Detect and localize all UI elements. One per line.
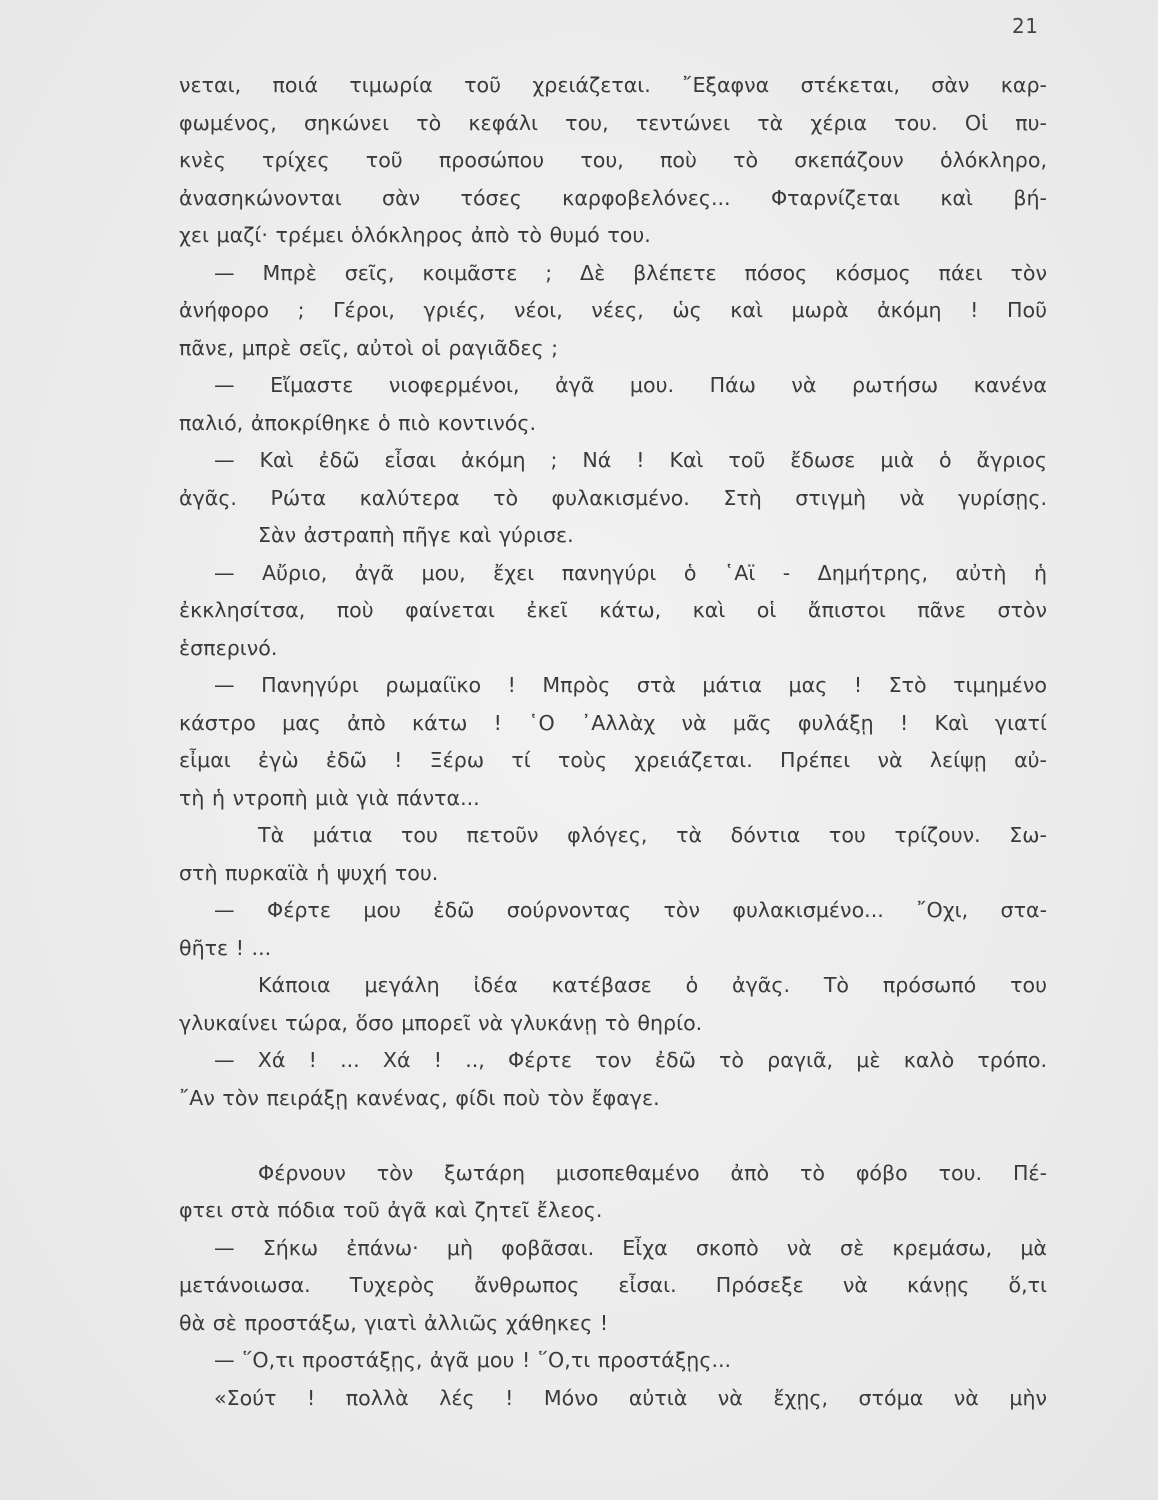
text-line: χει μαζί· τρέμει ὁλόκληρος ἀπὸ τὸ θυμό του. bbox=[179, 223, 651, 247]
text-line: ἑσπερινό. bbox=[179, 635, 278, 660]
text-line: — ῞Ο,τι προστάξῃς, ἀγᾶ μου ! ῞Ο,τι προστάξῃς... bbox=[214, 1348, 732, 1372]
page-number: 21 bbox=[1012, 14, 1039, 38]
text-line: γλυκαίνει τώρα, ὅσο μπορεῖ νὰ γλυκάνῃ τὸ θηρίο. bbox=[179, 1010, 703, 1035]
text-line: ἀνασηκώνονται σὰν τόσες καρφοβελόνες... Φταρνίζεται καὶ βή- bbox=[179, 185, 1047, 210]
text-line: κνὲς τρίχες τοῦ προσώπου του, ποὺ τὸ σκεπάζουν ὁλόκληρο, bbox=[179, 148, 1047, 172]
text-line: νεται, ποιά τιμωρία τοῦ χρειάζεται. ῎Εξαφνα στέκεται, σὰν καρ- bbox=[179, 73, 1047, 97]
text-line: ἀνήφορο ; Γέροι, γριές, νέοι, νέες, ὡς καὶ μωρὰ ἀκόμη ! Ποῦ bbox=[179, 298, 1047, 322]
text-line: φωμένος, σηκώνει τὸ κεφάλι του, τεντώνει τὰ χέρια του. Οἱ πυ- bbox=[179, 110, 1047, 135]
text-line: παλιό, ἀποκρίθηκε ὁ πιὸ κοντινός. bbox=[179, 410, 537, 435]
text-line: — Καὶ ἐδῶ εἶσαι ἀκόμη ; Νά ! Καὶ τοῦ ἔδωσε μιὰ ὁ ἄγριος bbox=[214, 448, 1047, 472]
body-text bbox=[179, 67, 1047, 1417]
text-line: τὴ ἡ ντροπὴ μιὰ γιὰ πάντα... bbox=[179, 785, 480, 810]
text-line: μετάνοιωσα. Τυχερὸς ἄνθρωπος εἶσαι. Πρόσεξε νὰ κάνῃς ὅ,τι bbox=[179, 1273, 1047, 1297]
text-line: — Φέρτε μου ἐδῶ σούρνοντας τὸν φυλακισμένο... ῎Οχι, στα- bbox=[214, 898, 1047, 922]
text-line: Τὰ μάτια του πετοῦν φλόγες, τὰ δόντια του τρίζουν. Σω- bbox=[258, 823, 1047, 847]
text-line: «Σούτ ! πολλὰ λές ! Μόνο αὐτιὰ νὰ ἔχῃς, στόμα νὰ μὴν bbox=[214, 1385, 1047, 1410]
text-line: θῆτε ! ... bbox=[179, 935, 272, 960]
text-line: ἀγᾶς. Ρώτα καλύτερα τὸ φυλακισμένο. Στὴ στιγμὴ νὰ γυρίσῃς. bbox=[179, 485, 1047, 510]
text-line: κάστρο μας ἀπὸ κάτω ! ῾Ο ᾿Αλλὰχ νὰ μᾶς φυλάξῃ ! Καὶ γιατί bbox=[179, 710, 1047, 735]
text-line: φτει στὰ πόδια τοῦ ἀγᾶ καὶ ζητεῖ ἔλεος. bbox=[179, 1198, 603, 1222]
text-line: ῎Αν τὸν πειράξῃ κανένας, φίδι ποὺ τὸν ἔφαγε. bbox=[179, 1085, 660, 1110]
text-line: στὴ πυρκαϊὰ ἡ ψυχή του. bbox=[179, 860, 439, 885]
text-line: θὰ σὲ προστάξω, γιατὶ ἀλλιῶς χάθηκες ! bbox=[179, 1310, 609, 1335]
text-line: — Χά ! ... Χά ! .., Φέρτε τον ἐδῶ τὸ ραγιᾶ, μὲ καλὸ τρόπο. bbox=[214, 1048, 1047, 1072]
text-line: Σὰν ἀστραπὴ πῆγε καὶ γύρισε. bbox=[258, 523, 574, 547]
text-line: ἐκκλησίτσα, ποὺ φαίνεται ἐκεῖ κάτω, καὶ οἱ ἄπιστοι πᾶνε στὸν bbox=[179, 598, 1047, 622]
text-line: Κάποια μεγάλη ἰδέα κατέβασε ὁ ἀγᾶς. Τὸ πρόσωπό του bbox=[258, 973, 1047, 997]
text-line: — Πανηγύρι ρωμαίϊκο ! Μπρὸς στὰ μάτια μας ! Στὸ τιμημένο bbox=[214, 673, 1047, 697]
text-line: Φέρνουν τὸν ξωτάρη μισοπεθαμένο ἀπὸ τὸ φόβο του. Πέ- bbox=[258, 1160, 1047, 1185]
text-line: πᾶνε, μπρὲ σεῖς, αὐτοὶ οἱ ραγιᾶδες ; bbox=[179, 335, 559, 360]
paragraph-gap bbox=[179, 1117, 1047, 1155]
text-line: εἶμαι ἐγὼ ἐδῶ ! Ξέρω τί τοὺς χρειάζεται. Πρέπει νὰ λείψῃ αὐ- bbox=[179, 748, 1047, 772]
text-line: — Σήκω ἐπάνω· μὴ φοβᾶσαι. Εἶχα σκοπὸ νὰ σὲ κρεμάσω, μὰ bbox=[214, 1235, 1047, 1260]
text-line: — Εἴμαστε νιοφερμένοι, ἀγᾶ μου. Πάω νὰ ρωτήσω κανένα bbox=[214, 373, 1047, 397]
text-line: — Αὔριο, ἀγᾶ μου, ἔχει πανηγύρι ὁ ῾Αϊ - Δημήτρης, αὐτὴ ἡ bbox=[214, 560, 1047, 585]
text-line: — Μπρὲ σεῖς, κοιμᾶστε ; Δὲ βλέπετε πόσος κόσμος πάει τὸν bbox=[214, 260, 1047, 285]
